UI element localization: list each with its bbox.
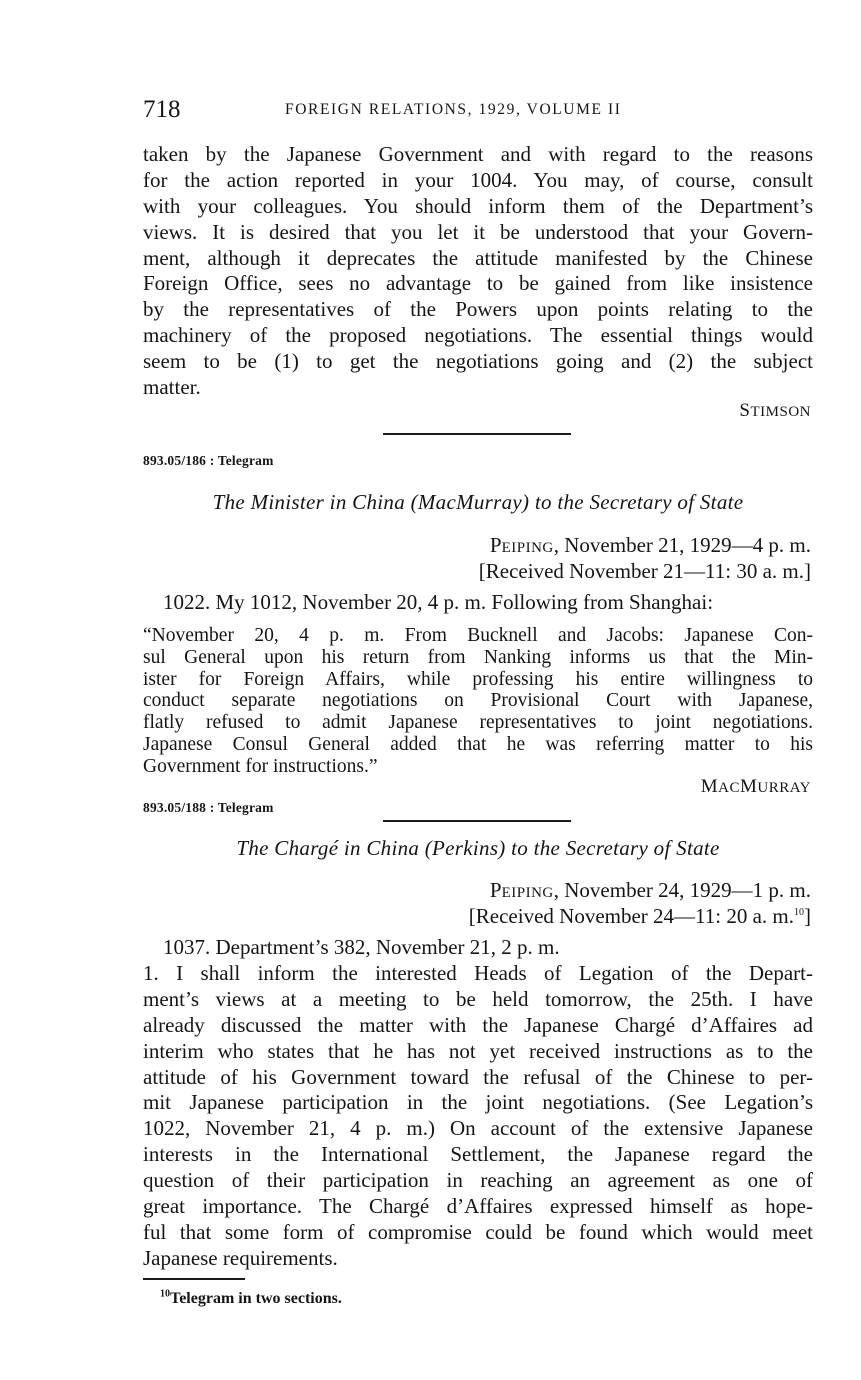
text-line: 1022, November 21, 4 p. m.) On account of the extensive Japanese bbox=[143, 1116, 813, 1141]
signature-macmurray: MACMURRAY bbox=[700, 776, 811, 797]
text-line: seem to be (1) to get the negotiations going and (2) the subject bbox=[143, 349, 813, 374]
telegram-first-line: 1037. Department’s 382, November 21, 2 p. m. bbox=[163, 935, 560, 959]
page-header bbox=[143, 96, 813, 124]
telegram-first-line: 1022. My 1012, November 20, 4 p. m. Following from Shanghai: bbox=[163, 590, 714, 614]
text-line: by the representatives of the Powers upon points relating to the bbox=[143, 297, 813, 322]
signature-stimson: STIMSON bbox=[739, 400, 811, 421]
text-line: views. It is desired that you let it be understood that your Govern- bbox=[143, 219, 813, 244]
received-line: [Received November 24—11: 20 a. m.$^{10}$] bbox=[468, 904, 811, 928]
footnote-reference: 10 bbox=[794, 907, 804, 918]
text-line: “November 20, 4 p. m. From Bucknell and Jacobs: Japanese Con- bbox=[143, 625, 813, 646]
text-line: great importance. The Chargé d’Affaires expressed himself as hope- bbox=[143, 1194, 813, 1219]
text-line: interim who states that he has not yet received instructions as to the bbox=[143, 1038, 813, 1063]
text-line: machinery of the proposed negotiations. The essential things would bbox=[143, 323, 813, 348]
document-title: The Chargé in China (Perkins) to the Secretary of State bbox=[236, 836, 720, 860]
text-line: taken by the Japanese Government and with regard to the reasons bbox=[143, 142, 813, 166]
paragraph-continuation bbox=[143, 142, 813, 401]
text-line: conduct separate negotiations on Provisional Court with Japanese, bbox=[143, 690, 813, 712]
text-line: sul General upon his return from Nanking informs us that the Min- bbox=[143, 646, 813, 668]
text-line: for the action reported in your 1004. You may, of course, consult bbox=[143, 167, 813, 192]
file-reference: 893.05/186 : Telegram bbox=[143, 453, 274, 468]
section-divider bbox=[383, 433, 571, 435]
text-line: ister for Foreign Affairs, while professing his entire willingness to bbox=[143, 668, 813, 690]
text-line: matter. bbox=[143, 375, 201, 400]
text-line: question of their participation in reaching an agreement as one of bbox=[143, 1168, 813, 1193]
text-line: 1. I shall inform the interested Heads of Legation of the Depart- bbox=[143, 961, 813, 985]
text-line: with your colleagues. You should inform them of the Department’s bbox=[143, 193, 813, 218]
text-line: ment, although it deprecates the attitude manifested by the Chinese bbox=[143, 245, 813, 270]
received-line: [Received November 21—11: 30 a. m.] bbox=[478, 559, 811, 583]
text-line: interests in the International Settlement, the Japanese regard the bbox=[143, 1142, 813, 1167]
running-head: FOREIGN RELATIONS, 1929, VOLUME II bbox=[285, 101, 622, 118]
text-line: already discussed the matter with the Japanese Chargé d’Affaires ad bbox=[143, 1012, 813, 1037]
text-line: flatly refused to admit Japanese representatives to joint negotiations. bbox=[143, 712, 813, 734]
text-line: ful that some form of compromise could be found which would meet bbox=[143, 1219, 813, 1244]
document-title: The Minister in China (MacMurray) to the Secretary of State bbox=[212, 490, 744, 514]
dateline: PEIPING, November 21, 1929—4 p. m. bbox=[489, 533, 811, 557]
page-number: 718 bbox=[143, 96, 181, 123]
text-line: Japanese Consul General added that he was referring matter to his bbox=[143, 733, 813, 755]
text-line: ment’s views at a meeting to be held tomorrow, the 25th. I have bbox=[143, 986, 813, 1011]
text-line: Foreign Office, sees no advantage to be gained from like insistence bbox=[143, 271, 813, 296]
footnote: $^{10}$Telegram in two sections. bbox=[160, 1288, 342, 1307]
text-line: mit Japanese participation in the joint negotiations. (See Legation’s bbox=[143, 1090, 813, 1115]
dateline: PEIPING, November 24, 1929—1 p. m. bbox=[489, 878, 811, 902]
quoted-message bbox=[143, 625, 813, 778]
footnote-rule bbox=[143, 1278, 245, 1280]
telegram-paragraph bbox=[143, 961, 813, 1272]
section-divider bbox=[383, 820, 571, 822]
file-reference: 893.05/188 : Telegram bbox=[143, 800, 274, 815]
text-line: Government for instructions.” bbox=[143, 755, 378, 777]
text-line: attitude of his Government toward the refusal of the Chinese to per- bbox=[143, 1064, 813, 1089]
text-line: Japanese requirements. bbox=[143, 1245, 338, 1270]
